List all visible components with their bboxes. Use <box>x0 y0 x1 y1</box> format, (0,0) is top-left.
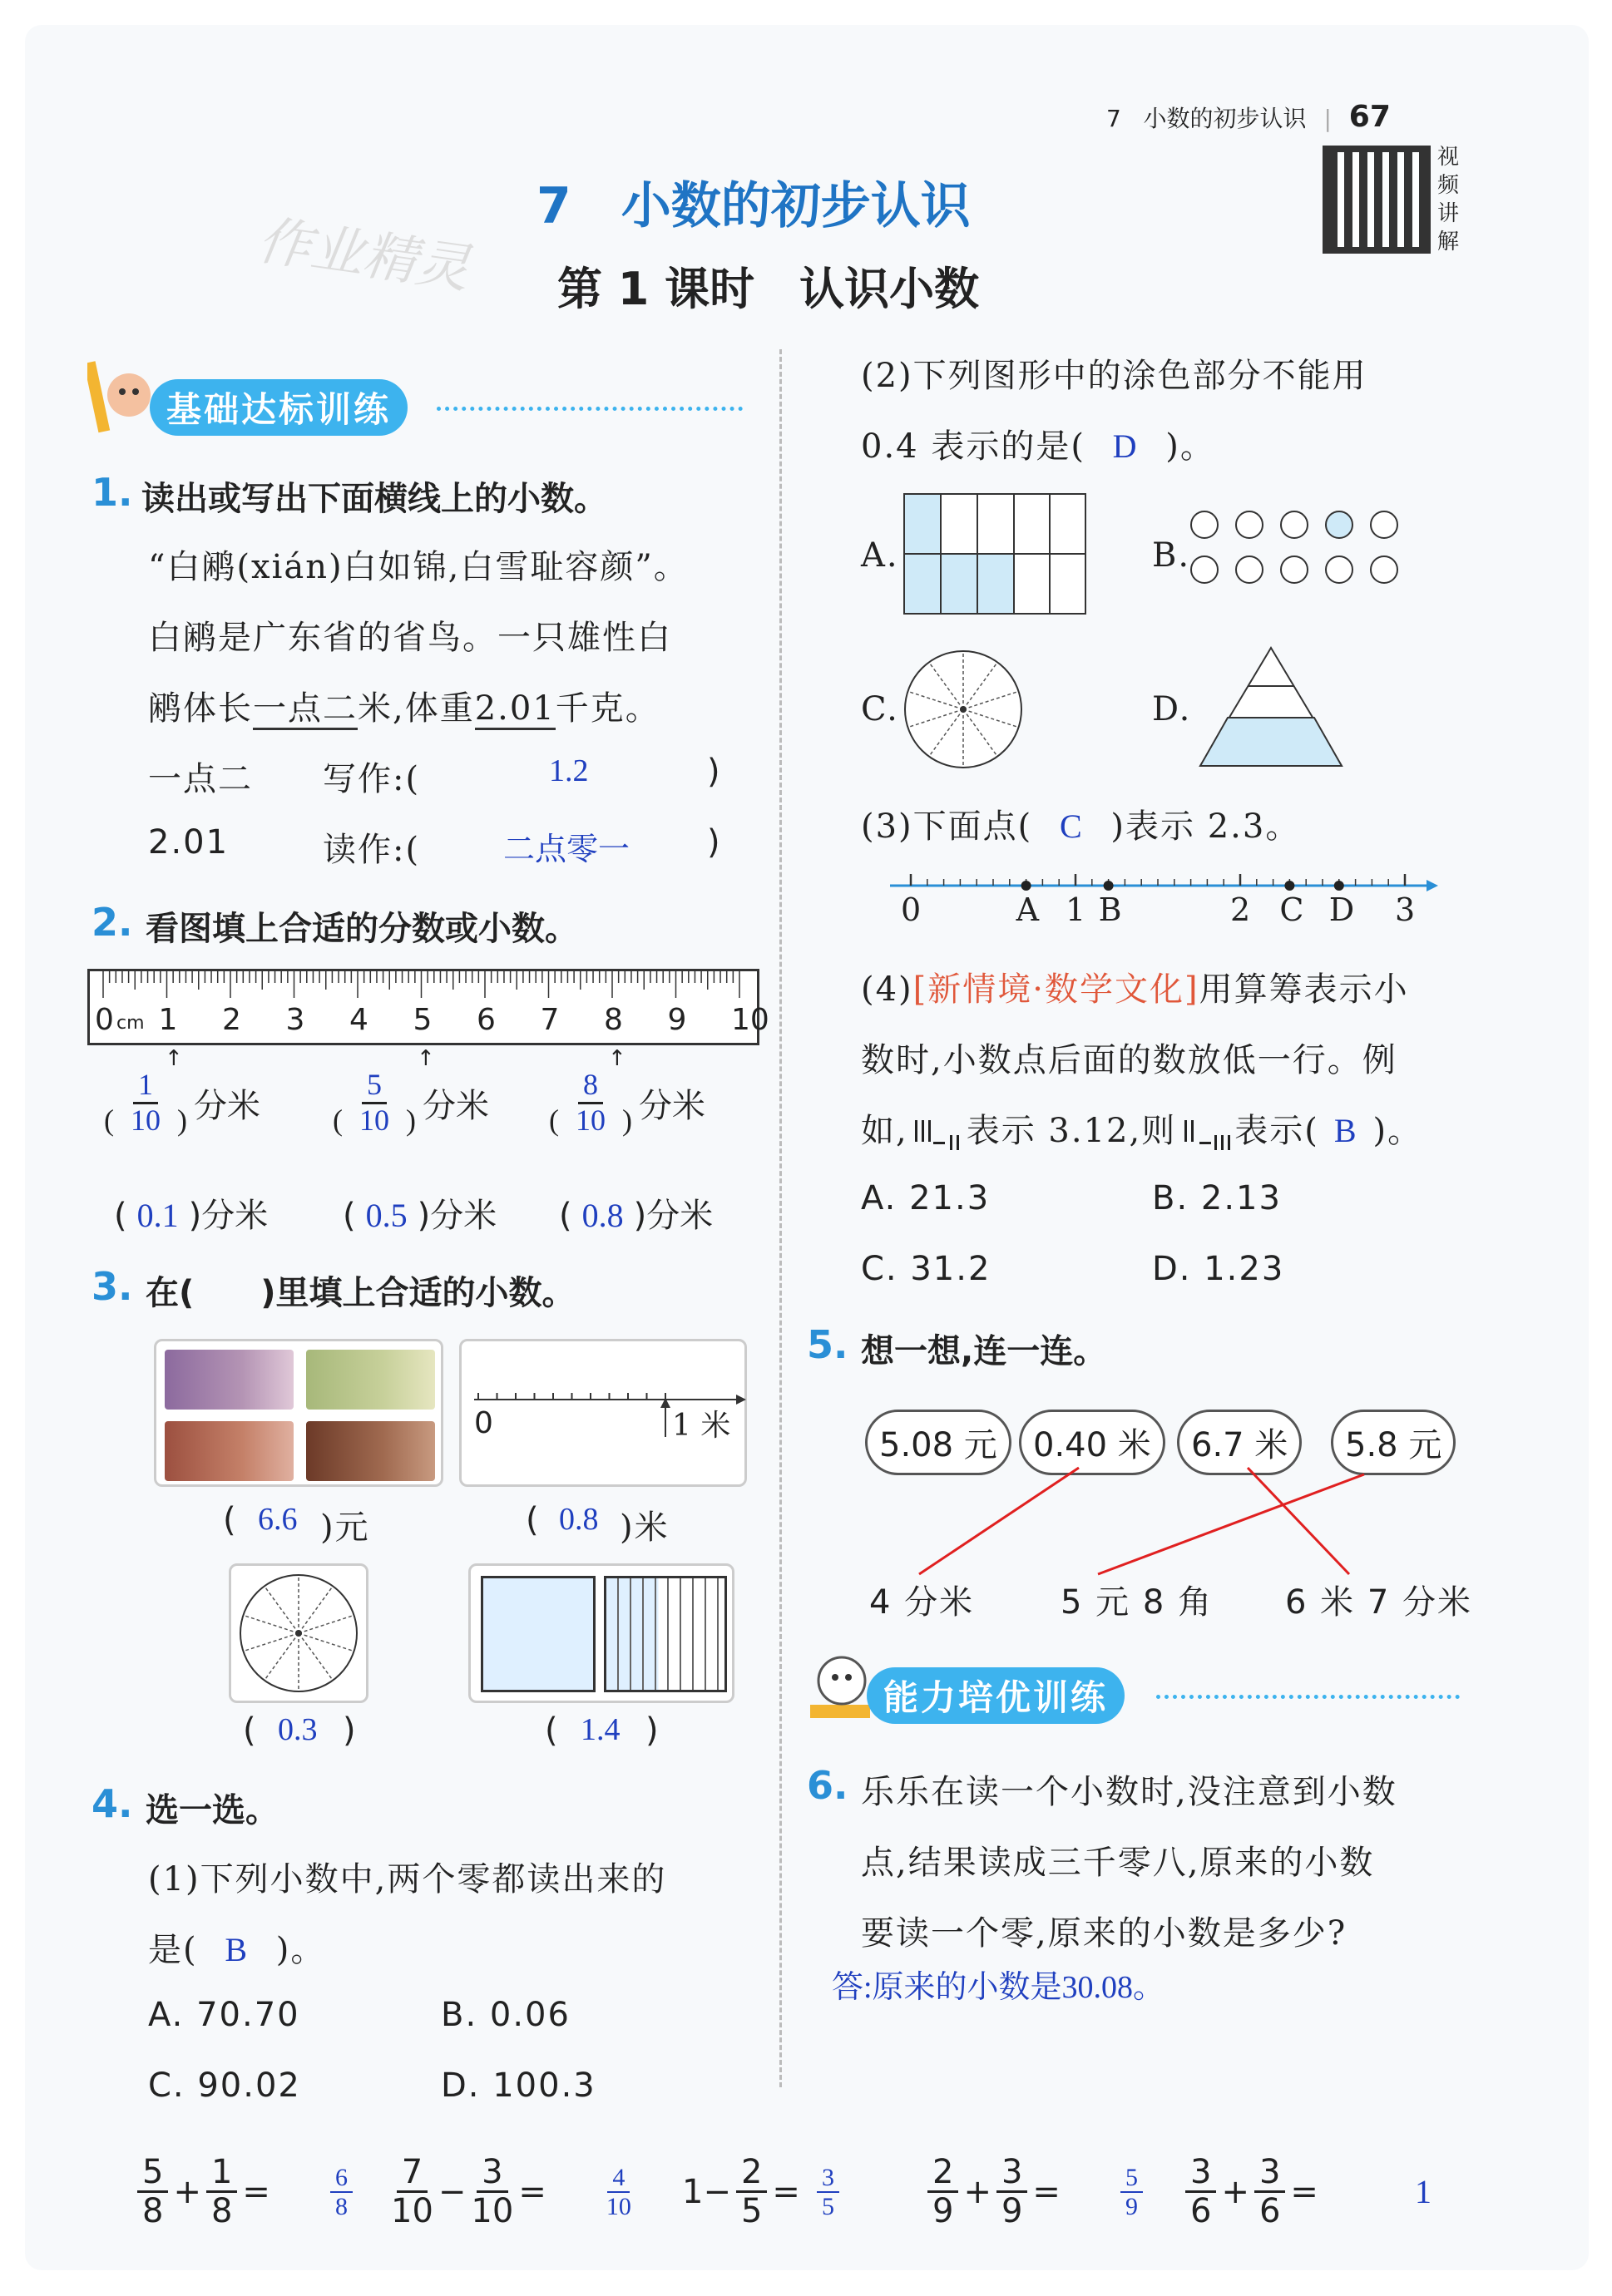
small-circle <box>1236 511 1263 538</box>
fraction-numerator: 3 <box>1254 2154 1285 2193</box>
paren: ) <box>177 1103 187 1137</box>
q2-den-answer: 10 <box>131 1103 161 1137</box>
fraction-numerator: 3 <box>477 2154 507 2193</box>
section-basic-dots <box>437 407 743 411</box>
q2-den-answer: 10 <box>359 1103 389 1137</box>
q1-line3 <box>148 682 660 729</box>
q4-p1-answer[interactable]: B <box>225 1931 250 1968</box>
q4-p3-line <box>861 800 1300 847</box>
exercise-operator: + <box>173 2172 201 2211</box>
numline-point-C <box>1284 881 1294 891</box>
q4-p2-prefix: 0.4 表示的是( <box>861 427 1085 466</box>
q6-line2: 点,结果读成三千零八,原来的小数 <box>861 1844 1375 1882</box>
header-chapter-num: 7 <box>1106 105 1121 132</box>
q3-money-open: ( <box>223 1501 238 1539</box>
q1-line3e: 千克。 <box>555 689 660 728</box>
match-line-3 <box>1098 1474 1364 1574</box>
q5-cloud-3[interactable]: 6.7 米 <box>1177 1410 1302 1475</box>
banknote-5-yuan <box>165 1350 294 1410</box>
numline-label-3: B <box>1098 891 1122 928</box>
numline-label-0: 0 <box>901 891 922 928</box>
q4-p2-label-c[interactable]: C. <box>861 690 899 728</box>
paren: ) <box>633 1197 647 1235</box>
fraction-denominator: 10 <box>471 2192 514 2230</box>
q2-decimal-answer[interactable]: 0.1 <box>136 1197 179 1234</box>
banknote-5-jiao <box>165 1421 294 1481</box>
money-picture <box>154 1339 443 1487</box>
fraction-numerator: 3 <box>1185 2154 1216 2193</box>
q3-circle-shape <box>231 1566 366 1701</box>
q4-p1-line1: (1)下列小数中,两个零都读出来的 <box>148 1860 667 1899</box>
q4-p4-prefix: (4) <box>861 970 913 1009</box>
q2-decimal-answer[interactable]: 0.8 <box>581 1197 624 1234</box>
fraction-denominator: 8 <box>210 2192 233 2230</box>
q1-underline-1: 一点二 <box>253 689 358 730</box>
ruler-arrow-5: ↑ <box>417 1046 435 1071</box>
pencil-mascot-icon <box>87 353 154 437</box>
numline-label-6: D <box>1328 891 1355 928</box>
ruler-ticks <box>90 971 757 1005</box>
exercise-prefix: 1− <box>682 2172 731 2211</box>
q2-unit: 分米 <box>646 1197 714 1235</box>
q4-p1-option-b[interactable]: B. 0.06 <box>441 1996 571 2034</box>
q4-p2-label-b[interactable]: B. <box>1152 536 1191 575</box>
small-circle <box>1371 556 1397 583</box>
q2-unit: 分米 <box>430 1197 497 1235</box>
q2-decimal-1 <box>114 1189 268 1237</box>
q2-unit: 分米 <box>201 1197 269 1235</box>
q6-answer[interactable]: 答:原来的小数是30.08。 <box>832 1970 1165 2005</box>
numline-arrow-icon <box>1427 880 1438 891</box>
fraction-numerator: 1 <box>206 2154 237 2193</box>
paren: ( <box>104 1103 114 1137</box>
ruler-label-6: 6 <box>477 1003 496 1037</box>
q4-shape-c[interactable] <box>901 647 1026 772</box>
q1-row1-label: 一点二 <box>148 760 253 798</box>
grid-picture <box>468 1563 734 1703</box>
small-circle <box>1371 511 1397 538</box>
exercise-operator: + <box>963 2172 991 2211</box>
q2-fraction-numerator: 1 <box>133 1069 158 1104</box>
exercise-equals: = <box>772 2172 800 2211</box>
q3-grid-striped <box>604 1576 727 1692</box>
fraction <box>927 2154 958 2229</box>
q4-p4-option-d[interactable]: D. 1.23 <box>1152 1250 1285 1288</box>
q3-grid-close: ) <box>645 1711 660 1750</box>
ruler-label-7: 7 <box>540 1003 560 1037</box>
counting-rods-query-icon <box>1176 1117 1234 1150</box>
q5-number: 5. <box>807 1322 848 1367</box>
q4-p2-label-d[interactable]: D. <box>1152 690 1192 728</box>
q1-row2-label: 2.01 <box>148 823 230 862</box>
ruler-arrow-1: ↑ <box>165 1046 183 1071</box>
q5-bottom-1[interactable]: 4 分米 <box>869 1583 975 1622</box>
exercise-operator: − <box>438 2172 467 2211</box>
small-circle <box>1326 511 1352 538</box>
q4-p4-line1 <box>861 963 1409 1010</box>
banknote-1-yuan <box>306 1350 435 1410</box>
q1-line3a: 鹇体长 <box>148 689 253 728</box>
q2-fraction-box <box>333 1069 416 1137</box>
q6-number: 6. <box>807 1763 848 1808</box>
section-advanced-dots <box>1156 1695 1460 1699</box>
fraction-numerator: 2 <box>927 2154 958 2193</box>
q2-number: 2. <box>91 900 133 945</box>
q4-p1-prefix: 是( <box>148 1931 198 1969</box>
q4-p4-option-a[interactable]: A. 21.3 <box>861 1179 991 1217</box>
small-circle <box>1191 511 1218 538</box>
q4-shape-d[interactable] <box>1196 644 1346 769</box>
q4-p1-option-d[interactable]: D. 100.3 <box>441 2066 596 2105</box>
q3-money-answer[interactable]: 6.6 <box>258 1502 298 1537</box>
match-line-2 <box>1248 1468 1349 1574</box>
small-circle <box>1191 556 1218 583</box>
q3-money-unit: )元 <box>320 1508 370 1547</box>
fraction-denominator: 10 <box>606 2192 631 2220</box>
fraction-denominator: 8 <box>142 2192 164 2230</box>
fraction[interactable] <box>1120 2164 1143 2220</box>
section-basic: 基础达标训练 <box>150 379 408 436</box>
small-circle <box>1326 556 1352 583</box>
q4-p4-option-c[interactable]: C. 31.2 <box>861 1250 991 1288</box>
section-advanced: 能力培优训练 <box>867 1667 1125 1724</box>
q4-p2-line2 <box>861 420 1215 467</box>
fraction <box>137 2154 168 2229</box>
q3-circle-open: ( <box>243 1711 258 1750</box>
q3-circle-close: ) <box>343 1711 358 1750</box>
q1-row2-read: 读作:( <box>323 831 421 869</box>
ruler-label-5: 5 <box>413 1003 433 1037</box>
circle-picture <box>229 1563 368 1703</box>
paren: ) <box>188 1197 202 1235</box>
q4-p2-label-a[interactable]: A. <box>861 536 899 575</box>
q2-fraction-1 <box>104 1069 260 1137</box>
q2-title: 看图填上合适的分数或小数。 <box>146 910 578 948</box>
q1-row1-write: 写作:( <box>323 760 421 798</box>
q4-p4-line2: 数时,小数点后面的数放低一行。例 <box>861 1041 1397 1079</box>
ruler-arrow-8: ↑ <box>608 1046 626 1071</box>
q1-number: 1. <box>91 470 133 515</box>
header-chapter: 7 小数的初步认识 | 67 <box>1106 100 1391 134</box>
bottom-exercise-3 <box>682 2154 839 2229</box>
q3-numberline-0: 0 <box>474 1406 493 1440</box>
qr-code[interactable] <box>1323 146 1431 254</box>
ruler-label-4: 4 <box>349 1003 368 1037</box>
q1-line1: “白鹇(xián)白如锦,白雪耻容颜”。 <box>148 548 689 586</box>
q4-p4-line1-text: 用算筹表示小 <box>1199 970 1409 1009</box>
bottom-exercise-2 <box>391 2154 631 2229</box>
q2-unit: 分米 <box>639 1086 705 1125</box>
numline-point-D <box>1334 881 1344 891</box>
numline-point-B <box>1104 881 1114 891</box>
fraction-numerator: 5 <box>1120 2164 1143 2193</box>
fraction <box>736 2154 767 2229</box>
counting-rods-312-icon <box>908 1117 967 1150</box>
exercise-operator: + <box>1221 2172 1249 2211</box>
q4-p4-option-b[interactable]: B. 2.13 <box>1152 1179 1282 1217</box>
fraction-denominator: 5 <box>821 2192 834 2220</box>
bottom-exercise-5 <box>1185 2154 1432 2229</box>
match-line-1 <box>919 1468 1079 1574</box>
q2-decimal-answer[interactable]: 0.5 <box>365 1197 408 1234</box>
q2-unit: 分米 <box>423 1086 489 1125</box>
paren: ( <box>559 1197 572 1235</box>
q4-title: 选一选。 <box>146 1791 279 1829</box>
q3-number: 3. <box>91 1264 133 1309</box>
ruler-label-10: 10 <box>731 1003 769 1037</box>
q4-p4-line3 <box>861 1104 1422 1152</box>
header-chapter-name: 小数的初步认识 <box>1143 105 1307 132</box>
fraction <box>206 2154 237 2229</box>
q4-p3-prefix: (3)下面点( <box>861 807 1033 846</box>
pie-center <box>960 706 967 713</box>
fraction <box>1254 2154 1285 2229</box>
ruler-label-8: 8 <box>604 1003 623 1037</box>
page-number: 67 <box>1348 100 1391 134</box>
q5-bottom-3[interactable]: 6 米 7 分米 <box>1285 1583 1473 1622</box>
q5-cloud-1[interactable]: 5.08 元 <box>865 1410 1011 1475</box>
q3-grid-answer[interactable]: 1.4 <box>581 1712 621 1747</box>
exercise-equals: = <box>1032 2172 1061 2211</box>
fraction <box>471 2154 513 2229</box>
q1-line3c: 米,体重 <box>358 689 475 728</box>
watermark: 作业精灵 <box>254 210 474 301</box>
fraction-denominator: 9 <box>1001 2192 1023 2230</box>
fraction-denominator: 6 <box>1190 2192 1212 2230</box>
q2-fraction-2 <box>333 1069 489 1137</box>
column-divider <box>779 349 782 2087</box>
fraction-denominator: 6 <box>1258 2192 1281 2230</box>
q1-row2-answer[interactable]: 二点零一 <box>503 832 630 867</box>
circle-center <box>295 1630 302 1637</box>
q4-p4-ask: 表示( <box>1234 1112 1319 1150</box>
q5-bottom-2[interactable]: 5 元 8 角 <box>1061 1583 1214 1622</box>
q5-title: 想一想,连一连。 <box>861 1332 1107 1370</box>
numline-label-4: 2 <box>1230 891 1251 928</box>
q4-p4-tag: [新情境·数学文化] <box>912 970 1199 1009</box>
paren: ) <box>406 1103 416 1137</box>
ruler-label-3: 3 <box>285 1003 305 1037</box>
numline-label-5: C <box>1279 891 1304 928</box>
q3-line-answer[interactable]: 0.8 <box>559 1502 599 1537</box>
q1-row2-close: ) <box>707 823 722 862</box>
small-circle <box>1281 511 1308 538</box>
q4-p1-option-c[interactable]: C. 90.02 <box>148 2066 301 2105</box>
q4-p4-mid: 表示 3.12,则 <box>966 1112 1177 1150</box>
ruler-label-1: 1 <box>158 1003 178 1037</box>
q3-line-unit: )米 <box>620 1508 670 1547</box>
numberline-picture <box>459 1339 747 1487</box>
fraction[interactable] <box>606 2164 631 2220</box>
q2-unit: 分米 <box>194 1086 260 1125</box>
ruler-label-2: 2 <box>222 1003 241 1037</box>
q4-p1-line2 <box>148 1923 325 1971</box>
qr-label: 视频讲解 <box>1437 145 1460 254</box>
q5-cloud-2[interactable]: 0.40 米 <box>1019 1410 1165 1475</box>
ruler-label-0: 0 <box>95 1003 114 1037</box>
fraction-numerator: 5 <box>137 2154 168 2193</box>
paren: ) <box>622 1103 632 1137</box>
q4-p2-suffix: )。 <box>1165 427 1215 466</box>
exercise-answer[interactable]: 1 <box>1414 2173 1432 2210</box>
q4-number: 4. <box>91 1781 133 1826</box>
fraction[interactable] <box>330 2164 353 2220</box>
ruler-unit: cm <box>116 1013 145 1034</box>
exercise-equals: = <box>1290 2172 1318 2211</box>
q2-fraction-denominator <box>549 1104 632 1138</box>
q4-numberline <box>886 869 1468 902</box>
q3-title: 在( )里填上合适的小数。 <box>146 1274 576 1312</box>
numline-point-A <box>1021 881 1031 891</box>
paren: ( <box>343 1197 356 1235</box>
fraction-denominator: 9 <box>932 2192 954 2230</box>
chapter-title: 7 小数的初步认识 <box>537 177 971 235</box>
q6-line3: 要读一个零,原来的小数是多少? <box>861 1914 1347 1953</box>
q5-cloud-4[interactable]: 5.8 元 <box>1331 1410 1456 1475</box>
q2-decimal-2 <box>343 1189 497 1237</box>
bottom-exercise-1 <box>137 2154 353 2229</box>
q4-p4-eg: 如, <box>861 1112 908 1150</box>
exercise-equals: = <box>518 2172 546 2211</box>
paren: ( <box>549 1103 559 1137</box>
q2-fraction-box <box>104 1069 187 1137</box>
fraction-numerator: 3 <box>996 2154 1027 2193</box>
q3-grid-open: ( <box>545 1711 560 1750</box>
numline-label-7: 3 <box>1395 891 1416 928</box>
q4-p1-suffix: )。 <box>275 1931 326 1969</box>
small-circle <box>1236 556 1263 583</box>
q2-fraction-box <box>549 1069 632 1137</box>
q4-p3-answer[interactable]: C <box>1059 807 1084 845</box>
fraction[interactable] <box>817 2164 839 2220</box>
paren: ( <box>114 1197 127 1235</box>
q2-fraction-numerator: 5 <box>362 1069 387 1104</box>
lesson-title: 第 1 课时 认识小数 <box>557 263 980 315</box>
q2-fraction-3 <box>549 1069 705 1137</box>
q1-line2: 白鹇是广东省的省鸟。一只雄性白 <box>148 619 672 657</box>
exercise-equals: = <box>242 2172 270 2211</box>
fraction <box>391 2154 433 2229</box>
fraction-denominator: 8 <box>334 2192 348 2220</box>
numline-label-2: 1 <box>1066 891 1086 928</box>
q1-row1-close: ) <box>707 753 722 791</box>
dog-mascot-icon <box>807 1651 873 1726</box>
q3-circle-answer[interactable]: 0.3 <box>278 1712 318 1747</box>
q4-p4-answer[interactable]: B <box>1333 1112 1358 1149</box>
ruler <box>87 969 769 1045</box>
q1-underline-2: 2.01 <box>475 689 556 730</box>
q2-fraction-denominator <box>104 1104 187 1138</box>
q4-p2-line1: (2)下列图形中的涂色部分不能用 <box>861 357 1367 395</box>
small-circle <box>1281 556 1308 583</box>
fraction-numerator: 6 <box>330 2164 353 2193</box>
q4-shape-b[interactable] <box>1189 503 1414 603</box>
fraction-denominator: 9 <box>1125 2192 1138 2220</box>
fraction-numerator: 4 <box>607 2164 630 2193</box>
q4-p4-suffix: )。 <box>1372 1112 1423 1150</box>
q2-den-answer: 10 <box>576 1103 606 1137</box>
q4-shape-a[interactable] <box>902 492 1087 615</box>
q4-p1-option-a[interactable]: A. 70.70 <box>148 1996 300 2034</box>
paren: ( <box>333 1103 343 1137</box>
q3-numberline-1: 1 米 <box>672 1409 731 1443</box>
fraction-denominator: 5 <box>740 2192 763 2230</box>
fraction <box>1185 2154 1216 2229</box>
ruler-label-9: 9 <box>667 1003 687 1037</box>
q4-p2-answer[interactable]: D <box>1112 427 1139 465</box>
fraction <box>996 2154 1027 2229</box>
bottom-exercise-4 <box>927 2154 1143 2229</box>
q4-p3-suffix: )表示 2.3。 <box>1110 807 1301 846</box>
numline-label-1: A <box>1016 891 1040 928</box>
q1-title: 读出或写出下面横线上的小数。 <box>141 480 607 518</box>
q2-fraction-denominator <box>333 1104 416 1138</box>
fraction-numerator: 2 <box>736 2154 767 2193</box>
q6-line1: 乐乐在读一个小数时,没注意到小数 <box>861 1773 1397 1811</box>
q3-grid-full <box>481 1576 596 1692</box>
fraction-denominator: 10 <box>391 2192 433 2230</box>
paren: ) <box>417 1197 431 1235</box>
q3-line-open: ( <box>526 1501 541 1539</box>
q1-row1-answer[interactable]: 1.2 <box>549 753 589 788</box>
fraction-numerator: 7 <box>397 2154 428 2193</box>
fraction-numerator: 3 <box>817 2164 839 2193</box>
q2-decimal-3 <box>559 1189 713 1237</box>
q2-fraction-numerator: 8 <box>578 1069 603 1104</box>
banknote-1-jiao <box>306 1421 435 1481</box>
